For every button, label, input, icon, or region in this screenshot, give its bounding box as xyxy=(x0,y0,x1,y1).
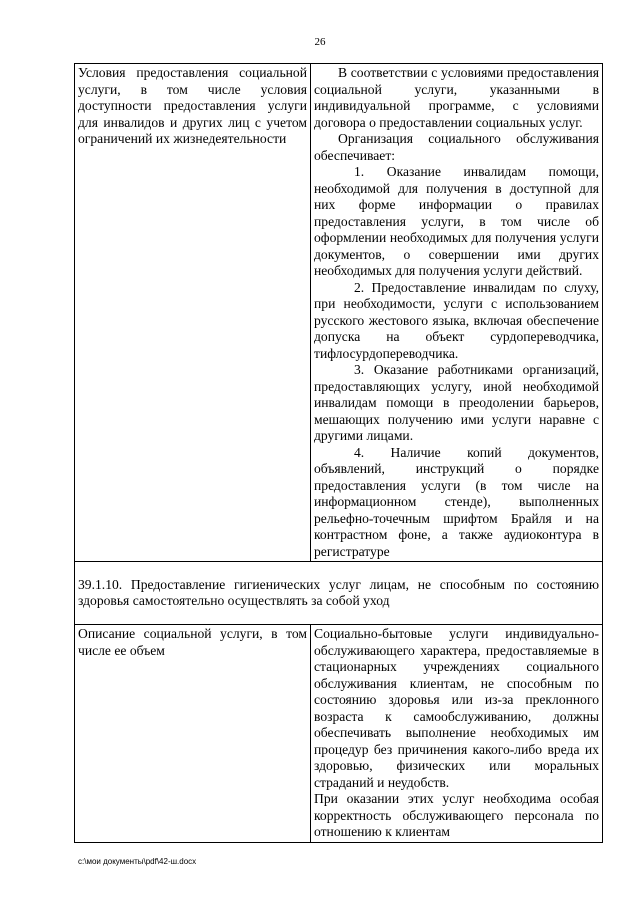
footer-file-path: c:\мои документы\pdf\42-ш.docx xyxy=(78,857,197,866)
section-header-cell xyxy=(75,562,603,625)
page-number: 26 xyxy=(314,36,326,48)
row-label-text: Описание социальной услуги, в том числе ее объем xyxy=(78,626,307,658)
content-paragraph: При оказании этих услуг необходима особая корректность обслуживающего персонала по отношению к клиентам xyxy=(314,791,599,840)
table-row xyxy=(75,64,603,562)
content-paragraph: В соответствии с условиями предоставления социальной услуги, указанными в индивидуальной программе, с условиями договора о предоставлении социальных услуг. xyxy=(314,65,599,130)
content-paragraph: Социально-бытовые услуги индивидуально-обслуживающего характера, предоставляемые в стационарных учреждениях социального обслуживания клиентам, не способным по состоянию здоровья или из-за преклонного возраста к самообслуживанию, должны обеспечивать выполнение необходимых им процедур без причинения какого-либо вреда их здоровью, физических или моральных страданий и неудобств. xyxy=(314,626,599,790)
content-paragraph: Организация социального обслуживания обеспечивает: xyxy=(314,131,599,163)
row-content-cell xyxy=(311,64,603,562)
numbered-item: 3. Оказание работниками организаций, предоставляющих услугу, иной необходимой инвалидам помощи в преодолении барьеров, мешающих получению ими услуги наравне с другими лицами. xyxy=(314,362,599,443)
row-label-cell xyxy=(75,64,311,562)
table-row xyxy=(75,625,603,843)
numbered-item: 1. Оказание инвалидам помощи, необходимой для получения в доступной для них форме информации о правилах предоставления услуги, в том числе об оформлении необходимых для получения услуги документов, о совершении ими других необходимых для получения услуги действий. xyxy=(314,164,599,278)
services-table xyxy=(74,63,603,843)
section-header-row xyxy=(75,562,603,625)
section-title: 39.1.10. Предоставление гигиенических услуг лицам, не способным по состоянию здоровья самостоятельно осуществлять за собой уход xyxy=(78,576,599,609)
numbered-item: 4. Наличие копий документов, объявлений, инструкций о порядке предоставления услуги (в том числе на информационном стенде), выполненных рельефно-точечным шрифтом Брайля и на контрастном фоне, а также аудиоконтура в регистратуре xyxy=(314,444,599,559)
numbered-item: 2. Предоставление инвалидам по слуху, при необходимости, услуги с использованием русского жестового языка, включая обеспечение допуска на объект сурдопереводчика, тифлосурдопереводчика. xyxy=(314,279,599,361)
row-label-text: Условия предоставления социальной услуги, в том числе условия доступности предоставления услуги для инвалидов и других лиц с учетом ограничений их жизнедеятельности xyxy=(78,65,307,146)
row-label-cell xyxy=(75,625,311,843)
row-content-cell xyxy=(311,625,603,843)
